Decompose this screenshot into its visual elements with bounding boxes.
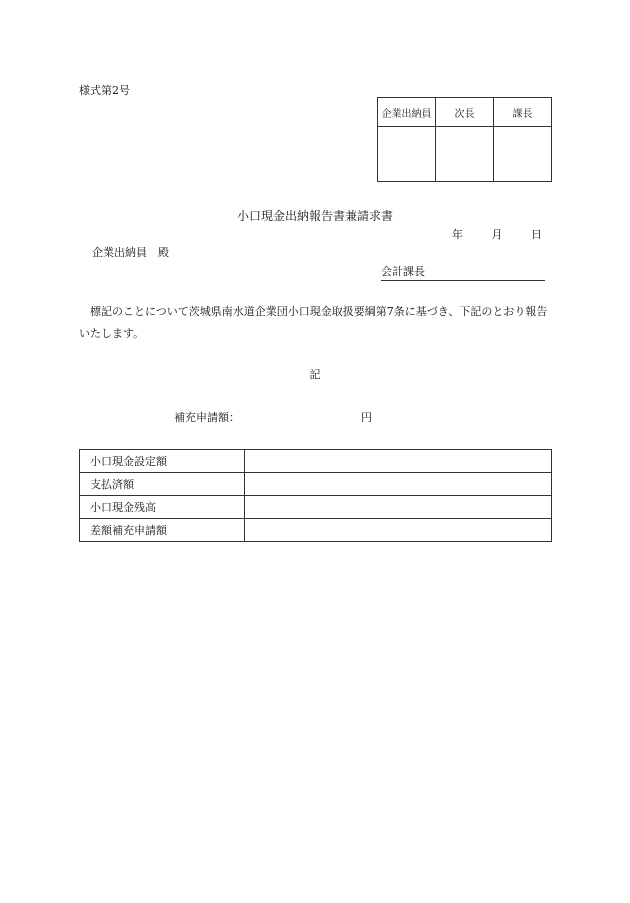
row-value-petty-cash-set[interactable] — [245, 450, 552, 473]
sender-title: 会計課長 — [381, 265, 425, 278]
approval-stamp-cell[interactable] — [436, 127, 494, 182]
approval-header-treasurer: 企業出納員 — [378, 98, 436, 127]
table-row — [80, 450, 552, 473]
body-text-content: 標記のことについて茨城県南水道企業団小口現金取扱要綱第7条に基づき、下記のとおり報告いたします。 — [79, 305, 548, 340]
approval-stamp-cell[interactable] — [494, 127, 552, 182]
date-month-label: 月 — [491, 228, 503, 241]
table-row — [80, 496, 552, 519]
sender-line[interactable] — [381, 263, 545, 281]
row-value-paid[interactable] — [245, 473, 552, 496]
claim-amount-label: 補充申請額： — [174, 411, 240, 424]
document-title: 小口現金出納報告書兼請求書 — [236, 209, 393, 223]
row-label-paid: 支払済額 — [80, 473, 245, 496]
date-year-label: 年 — [452, 228, 463, 241]
ki-heading: 記 — [309, 368, 321, 381]
approval-header-chief: 課長 — [494, 98, 552, 127]
approval-stamp-table — [377, 97, 552, 182]
row-value-balance[interactable] — [245, 496, 552, 519]
approval-header-deputy: 次長 — [436, 98, 494, 127]
row-label-petty-cash-set: 小口現金設定額 — [80, 450, 245, 473]
amount-table — [79, 449, 552, 542]
date-line — [452, 226, 542, 242]
date-day-label: 日 — [531, 228, 542, 241]
form-number: 様式第2号 — [79, 84, 130, 97]
row-label-replenish-request: 差額補充申請額 — [80, 519, 245, 542]
approval-stamp-cell[interactable] — [378, 127, 436, 182]
claim-amount-unit: 円 — [361, 411, 372, 424]
table-row — [80, 473, 552, 496]
row-label-balance: 小口現金残高 — [80, 496, 245, 519]
row-value-replenish-request[interactable] — [245, 519, 552, 542]
body-text — [79, 301, 554, 345]
addressee: 企業出納員 殿 — [92, 246, 169, 259]
table-row — [80, 519, 552, 542]
